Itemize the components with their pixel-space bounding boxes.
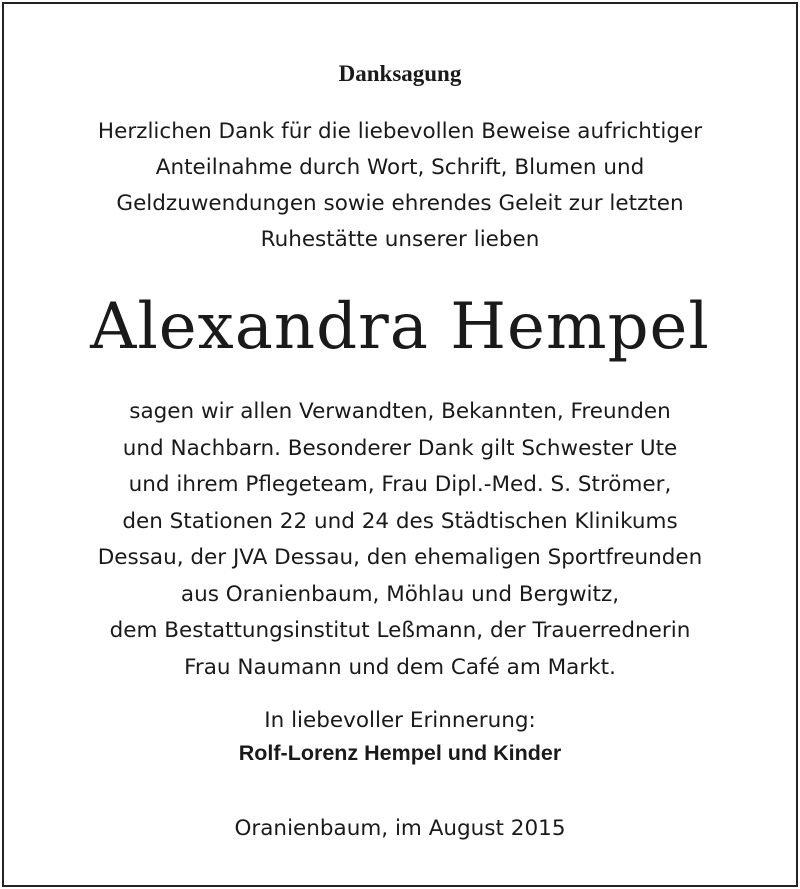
intro-line: Herzlichen Dank für die liebevollen Beweise aufrichtiger xyxy=(97,119,703,144)
thanks-line: sagen wir allen Verwandten, Bekannten, Freunden xyxy=(129,399,671,424)
thanks-line: Frau Naumann und dem Café am Markt. xyxy=(184,654,616,680)
intro-paragraph xyxy=(4,114,796,258)
signers: Rolf-Lorenz Hempel und Kinder xyxy=(238,741,562,765)
place-and-date: Oranienbaum, im August 2015 xyxy=(234,816,566,841)
obituary-notice xyxy=(2,2,798,887)
notice-heading: Danksagung xyxy=(338,61,462,86)
intro-line: Geldzuwendungen sowie ehrendes Geleit zur letzten xyxy=(116,191,684,216)
thanks-paragraph xyxy=(4,394,796,686)
thanks-line: Dessau, der JVA Dessau, den ehemaligen Sportfreunden xyxy=(97,545,703,570)
thanks-line: und ihrem Pflegeteam, Frau Dipl.-Med. S. Strömer, xyxy=(128,472,672,497)
intro-line: Anteilnahme durch Wort, Schrift, Blumen und xyxy=(155,155,645,180)
thanks-line: den Stationen 22 und 24 des Städtischen Klinikums xyxy=(122,508,678,534)
memory-line: In liebevoller Erinnerung: xyxy=(264,708,536,733)
thanks-line: dem Bestattungsinstitut Leßmann, der Trauerrednerin xyxy=(109,618,691,643)
thanks-line: und Nachbarn. Besonderer Dank gilt Schwester Ute xyxy=(122,435,678,461)
intro-line: Ruhestätte unserer lieben xyxy=(260,227,540,252)
thanks-line: aus Oranienbaum, Möhlau und Bergwitz, xyxy=(180,581,620,607)
deceased-name: Alexandra Hempel xyxy=(90,290,710,364)
